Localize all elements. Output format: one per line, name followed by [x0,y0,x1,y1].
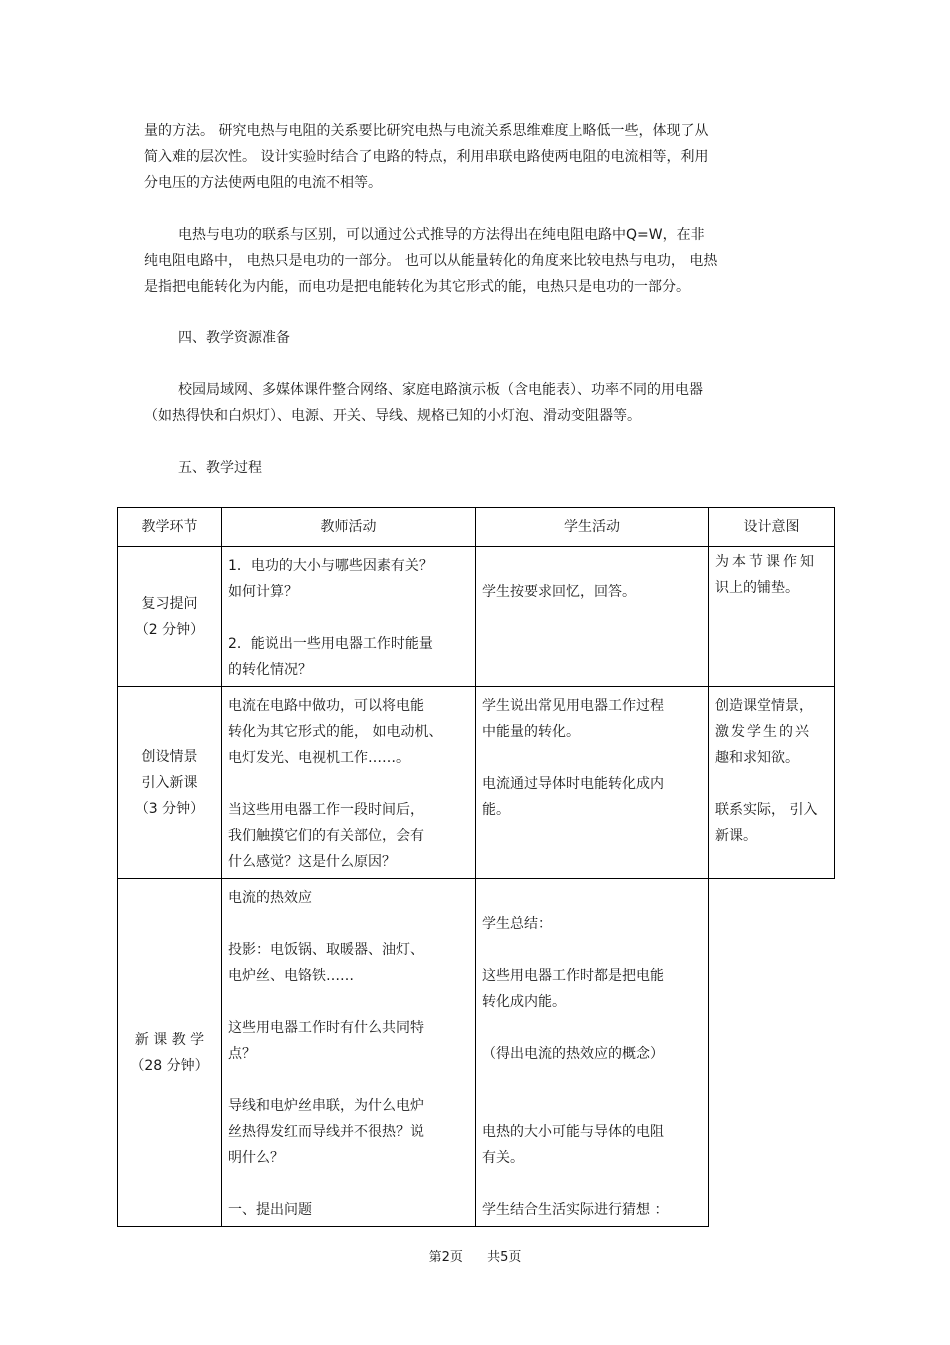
section-heading-process [144,455,804,481]
cell-line: 有关。 [482,1150,524,1166]
cell-line: 转化为其它形式的能， 如电动机、 [228,724,443,740]
intent-cell [709,687,835,879]
teacher-cell [222,879,476,1227]
header-cell: 设计意图 [709,508,835,547]
cell-line: 一、提出问题 [228,1202,312,1218]
paragraph-method [144,118,804,196]
cell-line: 转化成内能。 [482,994,566,1010]
cell-line: （2 分钟） [134,621,205,638]
cell-line: 学生按要求回忆，回答。 [482,584,636,600]
text-line: （如热得快和白炽灯）、电源、开关、导线、规格已知的小灯泡、滑动变阻器等。 [144,408,641,424]
cell-line [715,771,828,797]
cell-line: （28 分钟） [130,1057,209,1074]
cell-line: 学生总结： [482,916,552,932]
cell-line: 中能量的转化。 [482,724,580,740]
table-row [118,687,835,879]
cell-line: 识上的铺垫。 [715,580,799,596]
cell-line [228,1171,469,1197]
cell-line: 电流通过导体时电能转化成内 [482,776,664,792]
cell-line: 为本节课作知 [715,554,817,570]
paragraph-resources [144,377,804,429]
paragraph-heat-vs-work [144,222,804,300]
student-cell [476,879,709,1227]
text-line: 量的方法。 研究电热与电阻的关系要比研究电热与电流关系思维难度上略低一些，体现了从 [144,123,709,139]
cell-line: （得出电流的热效应的概念） [482,1046,664,1062]
section-heading-resources [144,325,804,351]
header-cell: 学生活动 [476,508,709,547]
cell-line: 新课。 [715,828,757,844]
cell-line: 如何计算？ [228,584,298,600]
text-line: 校园局域网、多媒体课件整合网络、家庭电路演示板（含电能表）、功率不同的用电器 [178,382,703,398]
cell-line: 导线和电炉丝串联，为什么电炉 [228,1098,424,1114]
cell-line: 联系实际， 引入 [715,802,818,818]
student-cell [476,687,709,879]
page-footer [0,1246,950,1265]
cell-line: 引入新课 [141,774,198,791]
stage-cell [118,687,222,879]
cell-line [228,989,469,1015]
cell-line: 学生说出常见用电器工作过程 [482,698,664,714]
text-line: 是指把电能转化为内能，而电功是把电能转化为其它形式的能，电热只是电功的一部分。 [144,279,690,295]
text-line: 纯电阻电路中， 电热只是电功的一部分。 也可以从能量转化的角度来比较电热与电功， 电热 [144,253,718,269]
empty-intent-cell [709,879,835,1227]
student-cell [476,547,709,687]
cell-line: 电炉丝、电铬铁…… [228,968,354,984]
heading-text: 四、教学资源准备 [178,330,290,346]
cell-line [228,771,469,797]
cell-line [482,745,702,771]
cell-line [228,911,469,937]
cell-line: 创设情景 [141,748,198,765]
cell-line: 这些用电器工作时都是把电能 [482,968,664,984]
cell-line [482,1093,702,1119]
cell-line: 的转化情况？ [228,662,312,678]
cell-line: 投影：电饭锅、取暖器、油灯、 [228,942,424,958]
cell-line: 1．电功的大小与哪些因素有关？ [228,558,433,574]
lesson-process-table [117,507,835,1227]
cell-line: 学生结合生活实际进行猜想 ： [482,1202,669,1218]
cell-line: 电流在电路中做功，可以将电能 [228,698,424,714]
text-line: 简入难的层次性。 设计实验时结合了电路的特点，利用串联电路使两电阻的电流相等，利用 [144,149,709,165]
cell-line: 什么感觉？这是什么原因？ [228,854,396,870]
cell-line: 明什么？ [228,1150,284,1166]
table-header-row [118,508,835,547]
cell-line [482,1067,702,1093]
cell-line: 我们触摸它们的有关部位，会有 [228,828,424,844]
cell-line: 2．能说出一些用电器工作时能量 [228,636,433,652]
header-cell: 教学环节 [118,508,222,547]
text-line: 电热与电功的联系与区别，可以通过公式推导的方法得出在纯电阻电路中Q=W，在非 [178,227,705,243]
stage-cell [118,879,222,1227]
cell-line: 电流的热效应 [228,890,312,906]
page-number: 第2页 [428,1250,463,1265]
page-total: 共5页 [487,1250,522,1265]
teacher-cell [222,687,476,879]
table-row [118,879,835,1227]
cell-line: 创造课堂情景， [715,698,813,714]
stage-cell [118,547,222,687]
cell-line: 电灯发光、电视机工作……。 [228,750,410,766]
cell-line [228,605,469,631]
cell-line: 电热的大小可能与导体的电阻 [482,1124,664,1140]
cell-line: 点？ [228,1046,256,1062]
cell-line: 激发学生的兴 [715,724,811,740]
header-cell: 教师活动 [222,508,476,547]
cell-line: 当这些用电器工作一段时间后， [228,802,424,818]
cell-line [228,1067,469,1093]
intent-cell [709,547,835,687]
cell-line [482,937,702,963]
heading-text: 五、教学过程 [178,460,262,476]
cell-line: 趣和求知欲。 [715,750,799,766]
cell-line: 新 课 教 学 [134,1031,205,1048]
cell-line: 这些用电器工作时有什么共同特 [228,1020,424,1036]
teacher-cell [222,547,476,687]
cell-line: 丝热得发红而导线并不很热？说 [228,1124,424,1140]
table-row [118,547,835,687]
cell-line: （3 分钟） [134,800,205,817]
cell-line: 复习提问 [141,595,198,612]
text-line: 分电压的方法使两电阻的电流不相等。 [144,175,382,191]
cell-line [482,1171,702,1197]
cell-line: 能。 [482,802,510,818]
cell-line [482,885,702,911]
cell-line [482,1015,702,1041]
